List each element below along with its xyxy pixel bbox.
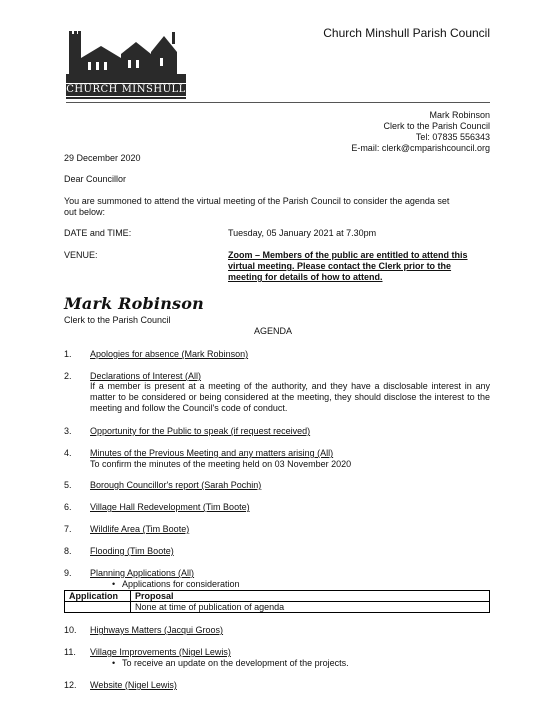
table-header-proposal: Proposal bbox=[131, 591, 490, 602]
agenda-item-minutes: Minutes of the Previous Meeting and any matters arising (All) bbox=[90, 448, 334, 458]
agenda-item-village-hall: Village Hall Redevelopment (Tim Boote) bbox=[90, 502, 250, 512]
agenda-number: 7. bbox=[64, 524, 72, 534]
agenda-number: 1. bbox=[64, 349, 72, 359]
agenda-number: 4. bbox=[64, 448, 72, 458]
agenda-item-website: Website (Nigel Lewis) bbox=[90, 680, 177, 690]
agenda-item-flooding: Flooding (Tim Boote) bbox=[90, 546, 174, 556]
agenda-title: AGENDA bbox=[254, 326, 293, 336]
header-divider bbox=[66, 102, 490, 103]
contact-block bbox=[351, 110, 490, 154]
agenda-number: 5. bbox=[64, 480, 72, 490]
agenda-number: 11. bbox=[64, 647, 76, 657]
salutation: Dear Councillor bbox=[64, 174, 127, 184]
applications-table bbox=[64, 590, 490, 613]
table-cell bbox=[65, 602, 131, 613]
venue-line-3: meeting for details of how to attend. bbox=[228, 272, 383, 282]
venue-label: VENUE: bbox=[64, 250, 98, 260]
intro-line-1: You are summoned to attend the virtual meeting of the Parish Council to consider the agenda set bbox=[64, 196, 450, 206]
improvements-bullet-text: To receive an update on the development of the projects. bbox=[122, 658, 349, 668]
letter-date: 29 December 2020 bbox=[64, 153, 141, 163]
venue-line-1: Zoom – Members of the public are entitled to attend this bbox=[228, 250, 468, 260]
council-name: Church Minshull Parish Council bbox=[323, 26, 490, 40]
agenda-number: 6. bbox=[64, 502, 72, 512]
council-logo bbox=[66, 28, 186, 99]
agenda-number: 12. bbox=[64, 680, 77, 690]
datetime-label: DATE and TIME: bbox=[64, 228, 132, 238]
venue-line-2: virtual meeting. Please contact the Clerk prior to the bbox=[228, 261, 452, 271]
agenda-item-planning: Planning Applications (All) bbox=[90, 568, 195, 578]
bullet-icon: • bbox=[112, 579, 116, 589]
agenda-item-apologies: Apologies for absence (Mark Robinson) bbox=[90, 349, 249, 359]
agenda-item-borough-report: Borough Councillor's report (Sarah Pochin) bbox=[90, 480, 262, 490]
agenda-item-public-speak: Opportunity for the Public to speak (if request received) bbox=[90, 426, 311, 436]
agenda-item-minutes-desc: To confirm the minutes of the meeting held on 03 November 2020 bbox=[90, 459, 352, 469]
signoff-role: Clerk to the Parish Council bbox=[64, 315, 171, 325]
contact-role: Clerk to the Parish Council bbox=[383, 121, 490, 131]
table-header-row bbox=[65, 591, 490, 602]
table-header-application: Application bbox=[65, 591, 131, 602]
agenda-number: 9. bbox=[64, 568, 72, 578]
agenda-item-declarations: Declarations of Interest (All) bbox=[90, 371, 202, 381]
datetime-value: Tuesday, 05 January 2021 at 7.30pm bbox=[228, 228, 377, 238]
table-row bbox=[65, 602, 490, 613]
table-cell: None at time of publication of agenda bbox=[131, 602, 490, 613]
contact-tel: Tel: 07835 556343 bbox=[415, 132, 490, 142]
agenda-number: 2. bbox=[64, 371, 72, 381]
bullet-icon: • bbox=[112, 658, 116, 668]
agenda-item-highways: Highways Matters (Jacqui Groos) bbox=[90, 625, 224, 635]
agenda-item-wildlife: Wildlife Area (Tim Boote) bbox=[90, 524, 190, 534]
agenda-number: 3. bbox=[64, 426, 72, 436]
signature: Mark Robinson bbox=[64, 294, 204, 313]
agenda-number: 10. bbox=[64, 625, 77, 635]
agenda-number: 8. bbox=[64, 546, 72, 556]
planning-bullet-text: Applications for consideration bbox=[122, 579, 240, 589]
logo-label: CHURCH MINSHULL bbox=[66, 84, 186, 95]
agenda-item-village-improvements: Village Improvements (Nigel Lewis) bbox=[90, 647, 231, 657]
contact-name: Mark Robinson bbox=[429, 110, 490, 120]
agenda-item-declarations-desc: If a member is present at a meeting of the authority, and they have a disclosable interest in any matter to be considered or being considered at the meeting, they should disclose the interest to the meeting and follow the Council's code of conduct. bbox=[90, 381, 490, 413]
contact-email[interactable]: E-mail: clerk@cmparishcouncil.org bbox=[351, 143, 490, 153]
intro-line-2: out below: bbox=[64, 207, 106, 217]
